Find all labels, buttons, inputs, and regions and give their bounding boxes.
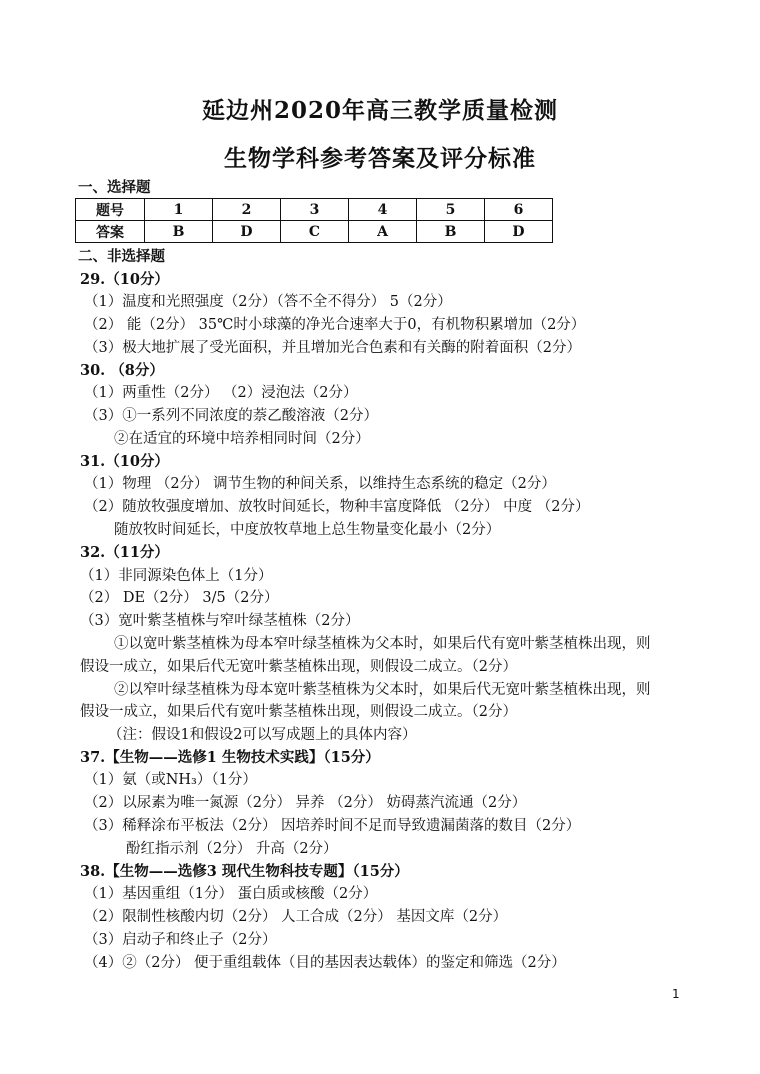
table-cell: 4 bbox=[349, 199, 417, 221]
answer-table bbox=[75, 198, 553, 243]
table-cell: D bbox=[485, 221, 553, 243]
answer-line: （2） 能（2分） 35℃时小球藻的净光合速率大于0，有机物积累增加（2分） bbox=[84, 317, 586, 333]
table-cell: 1 bbox=[145, 199, 213, 221]
answer-line: 假设一成立，如果后代有宽叶紫茎植株出现，则假设二成立。（2分） bbox=[80, 704, 517, 720]
answer-line: （1）两重性（2分） （2）浸泡法（2分） bbox=[84, 385, 358, 401]
table-cell: 2 bbox=[213, 199, 281, 221]
note-line: （注：假设1和假设2可以写成题上的具体内容） bbox=[108, 727, 417, 743]
answer-line: （1）物理 （2分） 调节生物的种间关系，以维持生态系统的稳定（2分） bbox=[84, 476, 556, 492]
table-cell: 题号 bbox=[76, 199, 145, 221]
answer-line: （3）启动子和终止子（2分） bbox=[84, 932, 277, 948]
answer-line: 随放牧时间延长，中度放牧草地上总生物量变化最小（2分） bbox=[114, 522, 501, 538]
answer-line: （2） DE（2分） 3/5（2分） bbox=[80, 590, 279, 606]
table-cell: B bbox=[417, 221, 485, 243]
answer-line: ②在适宜的环境中培养相同时间（2分） bbox=[114, 431, 370, 447]
question-heading: 38.【生物——选修3 现代生物科技专题】（15分） bbox=[80, 863, 409, 880]
table-cell: 答案 bbox=[76, 221, 145, 243]
answer-line: 酚红指示剂（2分） 升高（2分） bbox=[126, 841, 338, 857]
answer-line: （1）非同源染色体上（1分） bbox=[80, 568, 273, 584]
question-heading: 31.（10分） bbox=[80, 453, 169, 470]
document-title: 延边州2020年高三教学质量检测 bbox=[201, 97, 558, 124]
table-cell: A bbox=[349, 221, 417, 243]
answer-line: （2）以尿素为唯一氮源（2分） 异养 （2分） 妨碍蒸汽流通（2分） bbox=[84, 795, 527, 811]
answer-line: （3）极大地扩展了受光面积，并且增加光合色素和有关酶的附着面积（2分） bbox=[84, 340, 581, 356]
answer-line: （3）稀释涂布平板法（2分） 因培养时间不足而导致遗漏菌落的数目（2分） bbox=[84, 818, 581, 834]
table-cell: B bbox=[145, 221, 213, 243]
section-nonchoice-heading: 二、非选择题 bbox=[78, 248, 165, 265]
table-cell: 5 bbox=[417, 199, 485, 221]
table-cell: C bbox=[281, 221, 349, 243]
table-row bbox=[76, 221, 553, 243]
question-heading: 32.（11分） bbox=[80, 544, 169, 561]
answer-line: （2）限制性核酸内切（2分） 人工合成（2分） 基因文库（2分） bbox=[84, 909, 508, 925]
answer-line: （1）基因重组（1分） 蛋白质或核酸（2分） bbox=[84, 886, 378, 902]
table-cell: 3 bbox=[281, 199, 349, 221]
section-choice-heading: 一、选择题 bbox=[78, 179, 151, 196]
table-row bbox=[76, 199, 553, 221]
question-heading: 37.【生物——选修1 生物技术实践】（15分） bbox=[80, 749, 380, 766]
document-subtitle: 生物学科参考答案及评分标准 bbox=[224, 145, 536, 172]
answer-line: （1）温度和光照强度（2分）（答不全不得分） 5（2分） bbox=[84, 294, 452, 310]
answer-line: （3）宽叶紫茎植株与窄叶绿茎植株（2分） bbox=[80, 613, 360, 629]
question-heading: 30. （8分） bbox=[80, 362, 164, 379]
answer-line: （3）①一系列不同浓度的萘乙酸溶液（2分） bbox=[84, 408, 378, 424]
answer-line: （1）氨（或NH₃）（1分） bbox=[84, 772, 257, 788]
page-number: 1 bbox=[672, 987, 680, 1001]
answer-line: ①以宽叶紫茎植株为母本窄叶绿茎植株为父本时，如果后代有宽叶紫茎植株出现，则 bbox=[114, 636, 651, 652]
answer-line: （4）②（2分） 便于重组载体（目的基因表达载体）的鉴定和筛选（2分） bbox=[84, 955, 566, 971]
answer-line: （2）随放牧强度增加、放牧时间延长，物种丰富度降低 （2分） 中度 （2分） bbox=[84, 499, 590, 515]
answer-line: ②以窄叶绿茎植株为母本宽叶紫茎植株为父本时，如果后代无宽叶紫茎植株出现，则 bbox=[114, 682, 651, 698]
answer-line: 假设一成立，如果后代无宽叶紫茎植株出现，则假设二成立。（2分） bbox=[80, 659, 517, 675]
table-cell: 6 bbox=[485, 199, 553, 221]
table-cell: D bbox=[213, 221, 281, 243]
question-heading: 29.（10分） bbox=[80, 271, 169, 288]
